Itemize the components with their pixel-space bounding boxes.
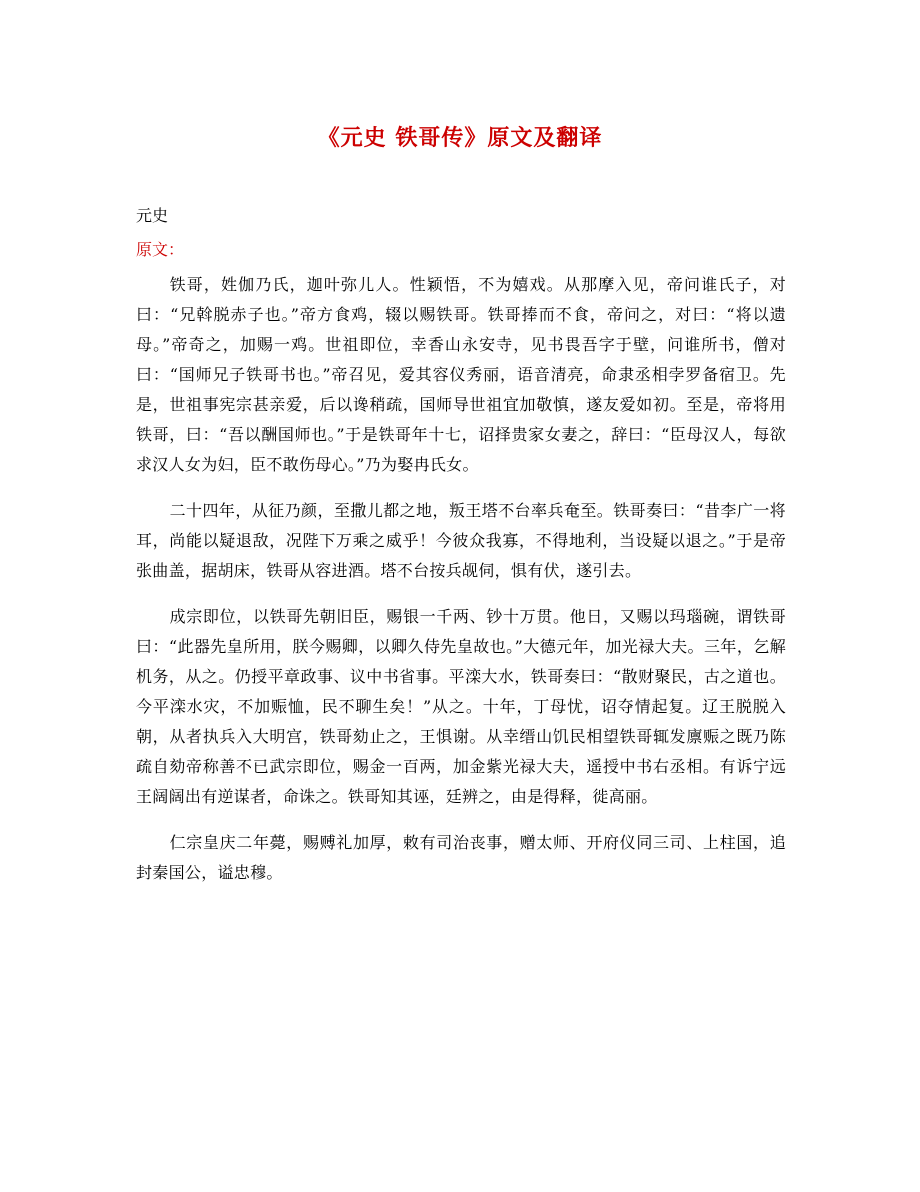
paragraph-2: 二十四年，从征乃颜，至撒儿都之地，叛王塔不台率兵奄至。铁哥奏曰：“昔李广一将耳，尚能以疑退敌，况陛下万乘之威乎！今彼众我寡，不得地利，当设疑以退之。”于是帝张曲盖，据胡床，铁哥从容进酒。塔不台按兵觇伺，惧有伏，遂引去。 <box>136 501 786 580</box>
section-label-original: 原文： <box>136 240 185 259</box>
source-label: 元史 <box>136 206 169 225</box>
paragraph-4: 仁宗皇庆二年薨，赐赙礼加厚，敕有司治丧事，赠太师、开府仪同三司、上柱国，追封秦国公，谥忠穆。 <box>136 833 786 882</box>
document-title: 《元史 铁哥传》原文及翻译 <box>317 125 603 151</box>
paragraph-3: 成宗即位，以铁哥先朝旧臣，赐银一千两、钞十万贯。他日，又赐以玛瑙碗，谓铁哥曰：“此器先皇所用，朕今赐卿，以卿久侍先皇故也。”大德元年，加光禄大夫。三年，乞解机务，从之。仍授平章政事、议中书省事。平滦大水，铁哥奏曰：“散财聚民，古之道也。今平滦水灾，不加赈恤，民不聊生矣！”从之。十年，丁母忧，诏夺情起复。辽王脱脱入朝，从者执兵入大明宫，铁哥劾止之，王惧谢。从幸缙山饥民相望铁哥辄发廪赈之既乃陈疏自劾帝称善不已武宗即位，赐金一百两，加金紫光禄大夫，遥授中书右丞相。有诉宁远王阔阔出有逆谋者，命诛之。铁哥知其诬，廷辨之，由是得释，徙高丽。 <box>136 607 786 806</box>
paragraph-1: 铁哥，姓伽乃氏，迦叶弥儿人。性颖悟，不为嬉戏。从那摩入见，帝问谁氏子，对曰：“兄斡脱赤子也。”帝方食鸡，辍以赐铁哥。铁哥捧而不食，帝问之，对曰：“将以遗母。”帝奇之，加赐一鸡。世祖即位，幸香山永安寺，见书畏吾字于壁，问谁所书，僧对曰：“国师兄子铁哥书也。”帝召见，爱其容仪秀丽，语音清亮，命隶丞相孛罗备宿卫。先是，世祖事宪宗甚亲爱，后以谗稍疏，国师导世祖宜加敬慎，遂友爱如初。至是，帝将用铁哥，曰：“吾以酬国师也。”于是铁哥年十七，诏择贵家女妻之，辞曰：“臣母汉人，每欲求汉人女为妇，臣不敢伤母心。”乃为娶冉氏女。 <box>136 275 786 474</box>
document-body <box>136 270 786 904</box>
